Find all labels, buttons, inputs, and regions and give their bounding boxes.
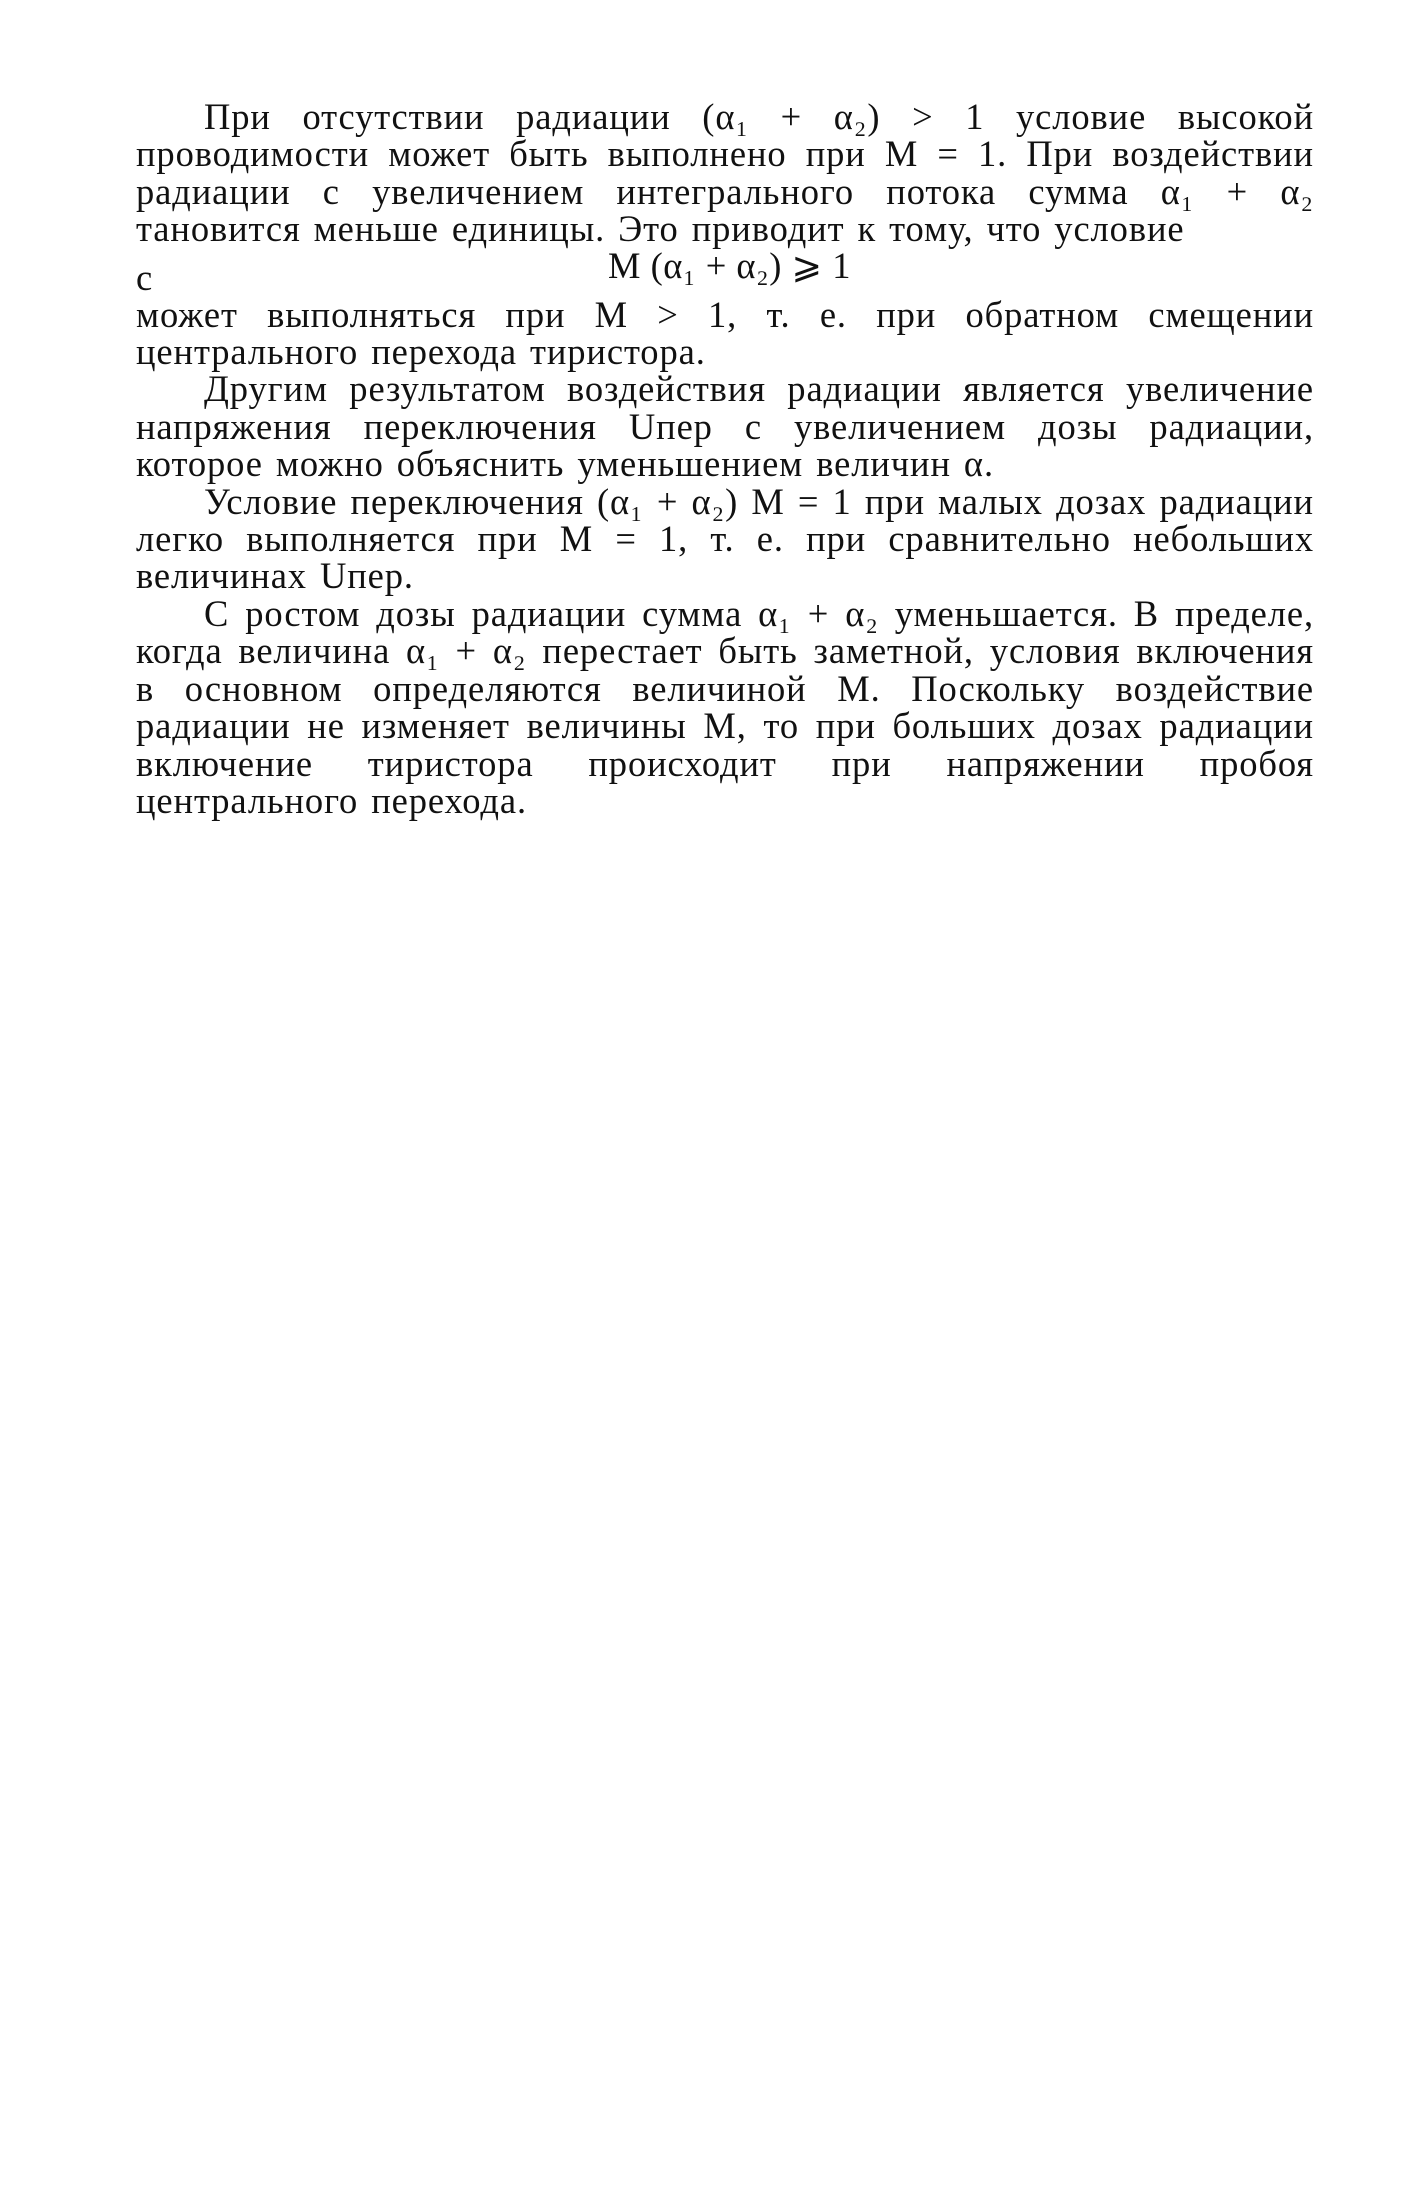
paragraph-4: С ростом дозы радиации сумма α₁ + α₂ уменьшается. В пределе, когда величина α₁ + α₂ перестает быть заметной, условия включения в основном определяются величиной M. Поскольку воздействие радиации не изменяет величины M, то при больших дозах радиации включение тиристора происходит при напряжении пробоя центрального перехода. <box>136 592 1314 821</box>
formula-line <box>136 244 1314 298</box>
paragraph-3: Условие переключения (α₁ + α₂) M = 1 при малых дозах радиации легко выполняется при M = 1, т. е. при сравнительно небольших величинах Uпер. <box>136 480 1314 597</box>
document-page <box>136 98 1314 819</box>
formula: M (α₁ + α₂) ⩾ 1 <box>608 244 852 286</box>
formula-lead-letter: с <box>136 256 153 298</box>
paragraph-1-continued: может выполняться при M > 1, т. е. при обратном смещении центрального перехода тиристора. <box>136 293 1314 373</box>
paragraph-1: При отсутствии радиации (α₁ + α₂) > 1 условие высокой проводимости может быть выполнено при M = 1. При воздействии радиации с увеличением интегрального потока сумма α₁ + α₂ тановится меньше единицы. Это приводит к тому, что условие <box>136 96 1314 250</box>
paragraph-2: Другим результатом воздействия радиации является увеличение напряжения переключения Uпер с увеличением дозы радиации, которое можно объяснить уменьшением величин α. <box>136 368 1314 485</box>
